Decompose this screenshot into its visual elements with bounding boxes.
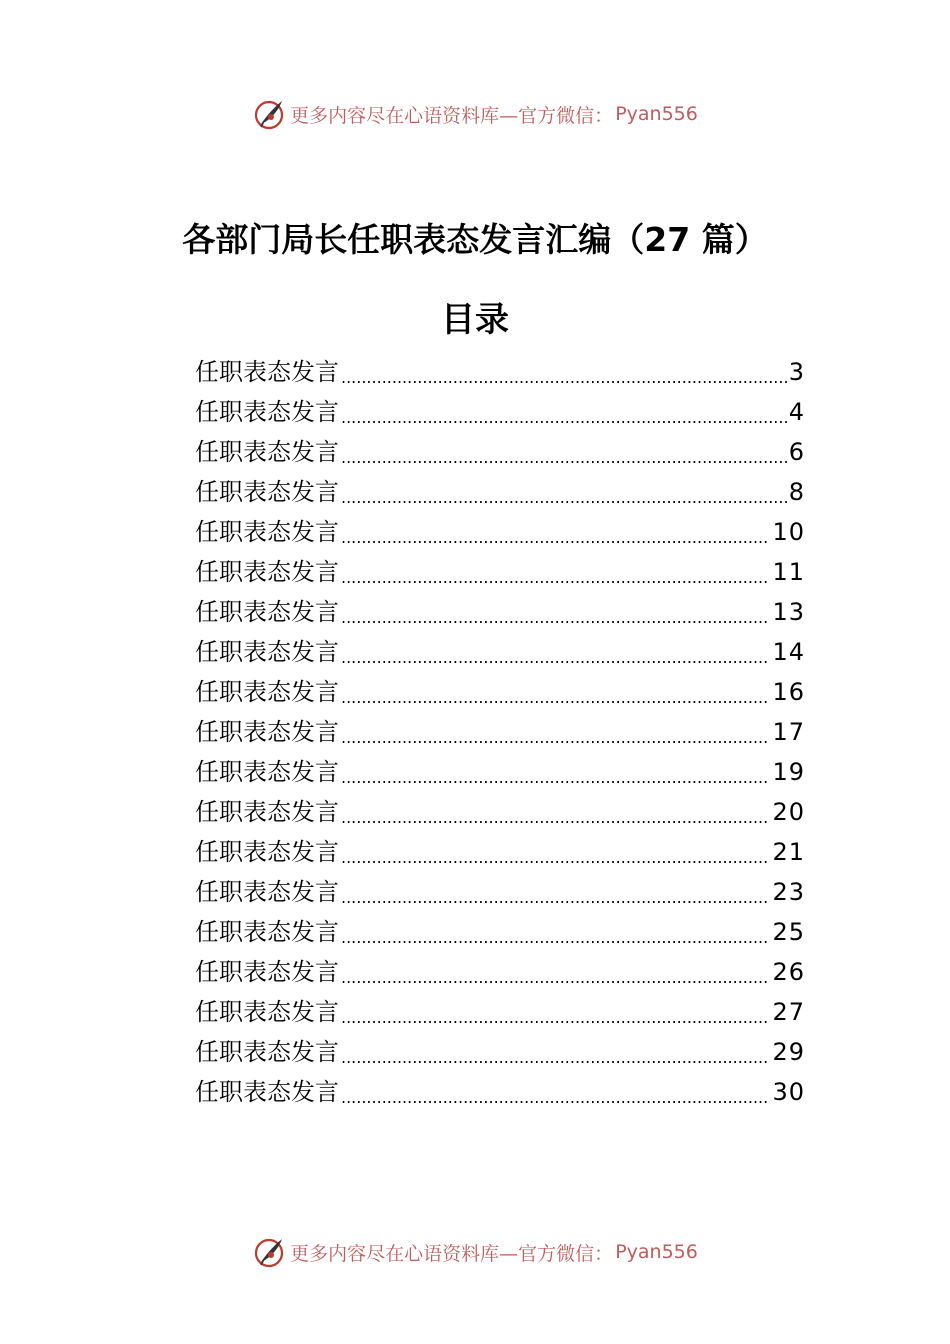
toc-entry-label: 任职表态发言 [195,478,339,506]
toc-entry[interactable] [195,992,805,1032]
footer-banner [0,1232,950,1272]
quill-circle-logo-icon [252,1235,286,1269]
document-title: 各部门局长任职表态发言汇编（27 篇） [182,220,768,259]
toc-entry-page: 23 [772,878,805,906]
toc-entry-label: 任职表态发言 [195,638,339,666]
toc-leader-dots [341,404,787,432]
toc-entry-page: 14 [772,638,805,666]
toc-entry-page: 4 [788,398,805,426]
toc-entry-page: 20 [772,798,805,826]
quill-circle-logo-icon [252,97,286,131]
toc-entry-label: 任职表态发言 [195,918,339,946]
toc-entry-page: 11 [772,558,805,586]
toc-entry-label: 任职表态发言 [195,358,339,386]
toc-entry[interactable] [195,1032,805,1072]
toc-entry[interactable] [195,1072,805,1112]
toc-entry-label: 任职表态发言 [195,518,339,546]
toc-leader-dots [341,564,770,592]
toc-leader-dots [341,724,770,752]
toc-leader-dots [341,484,787,512]
toc-entry-page: 26 [772,958,805,986]
toc-leader-dots [341,764,770,792]
toc-entry[interactable] [195,472,805,512]
toc-leader-dots [341,964,770,992]
toc-entry-label: 任职表态发言 [195,958,339,986]
toc-entry[interactable] [195,712,805,752]
toc-entry-label: 任职表态发言 [195,878,339,906]
toc-entry[interactable] [195,672,805,712]
toc-entry-label: 任职表态发言 [195,718,339,746]
toc-entry-label: 任职表态发言 [195,678,339,706]
toc-entry[interactable] [195,432,805,472]
toc-entry-page: 3 [788,358,805,386]
header-banner-separator: —官方微信： [499,104,614,127]
toc-entry-page: 6 [788,438,805,466]
toc-leader-dots [341,1084,770,1112]
toc-leader-dots [341,644,770,672]
toc-entry[interactable] [195,392,805,432]
footer-banner-separator: —官方微信： [499,1242,614,1265]
toc-entry[interactable] [195,832,805,872]
toc-leader-dots [341,524,770,552]
header-banner-wechat-id: Pyan556 [615,103,698,125]
toc-entry-label: 任职表态发言 [195,838,339,866]
header-banner-text: 更多内容尽在心语资料库 [290,104,500,127]
toc-entry[interactable] [195,952,805,992]
toc-entry-page: 8 [788,478,805,506]
toc-entry-label: 任职表态发言 [195,1038,339,1066]
toc-entry-page: 10 [772,518,805,546]
footer-banner-wechat-id: Pyan556 [615,1241,698,1263]
toc-entry-page: 30 [772,1078,805,1106]
toc-entry[interactable] [195,752,805,792]
toc-leader-dots [341,684,770,712]
toc-entry[interactable] [195,792,805,832]
table-of-contents [195,352,805,1112]
toc-entry-page: 21 [772,838,805,866]
toc-entry[interactable] [195,912,805,952]
toc-entry-label: 任职表态发言 [195,398,339,426]
toc-leader-dots [341,844,770,872]
toc-leader-dots [341,924,770,952]
toc-entry[interactable] [195,872,805,912]
toc-entry-page: 17 [772,718,805,746]
toc-leader-dots [341,444,787,472]
toc-entry-label: 任职表态发言 [195,758,339,786]
header-banner [0,94,950,134]
toc-entry-label: 任职表态发言 [195,998,339,1026]
toc-entry-page: 13 [772,598,805,626]
footer-banner-text: 更多内容尽在心语资料库 [290,1242,500,1265]
toc-leader-dots [341,804,770,832]
toc-entry-page: 27 [772,998,805,1026]
toc-entry-label: 任职表态发言 [195,558,339,586]
toc-entry-page: 25 [772,918,805,946]
toc-leader-dots [341,364,787,392]
toc-entry[interactable] [195,512,805,552]
toc-leader-dots [341,604,770,632]
toc-entry-label: 任职表态发言 [195,798,339,826]
toc-leader-dots [341,1004,770,1032]
toc-entry-page: 29 [772,1038,805,1066]
toc-leader-dots [341,884,770,912]
toc-leader-dots [341,1044,770,1072]
toc-entry[interactable] [195,592,805,632]
toc-entry[interactable] [195,632,805,672]
toc-entry-label: 任职表态发言 [195,1078,339,1106]
toc-entry-page: 16 [772,678,805,706]
toc-entry-page: 19 [772,758,805,786]
toc-entry[interactable] [195,352,805,392]
toc-entry-label: 任职表态发言 [195,598,339,626]
toc-entry[interactable] [195,552,805,592]
toc-entry-label: 任职表态发言 [195,438,339,466]
toc-heading: 目录 [441,300,509,340]
